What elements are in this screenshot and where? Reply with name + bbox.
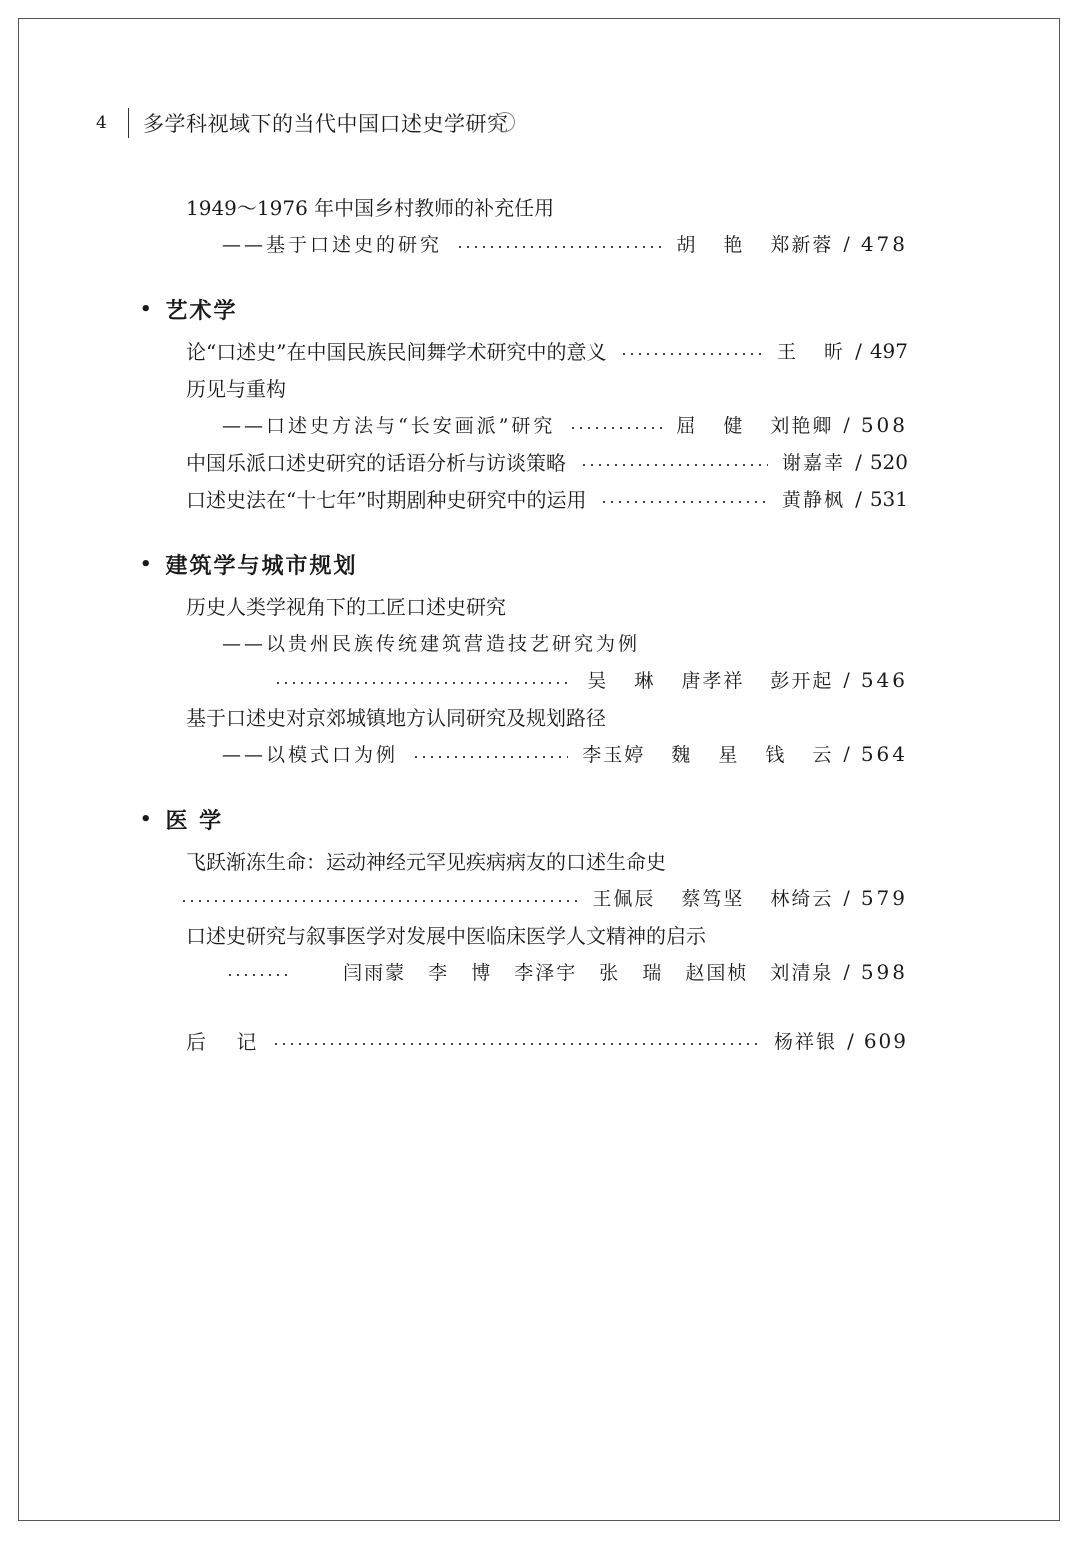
- entry-title: 口述史法在“十七年”时期剧种史研究中的运用: [186, 488, 587, 512]
- toc-section-medicine: [140, 804, 908, 990]
- entry-page: 508: [860, 412, 908, 437]
- entry-title: 1949～1976 年中国乡村教师的补充任用: [186, 196, 555, 220]
- entry-title: 论“口述史”在中国民族民间舞学术研究中的意义: [186, 340, 607, 364]
- toc-entry-title[interactable]: [140, 369, 908, 406]
- dot-leader: [620, 353, 763, 355]
- book-title-text: 多学科视域下的当代中国口述史学研究: [143, 112, 509, 136]
- dot-leader: [272, 1043, 760, 1045]
- dot-leader: [412, 756, 568, 758]
- section-heading: [140, 549, 908, 579]
- entry-authors: 杨祥银: [774, 1031, 838, 1053]
- toc-afterword: [140, 1022, 908, 1059]
- entry-authors: 黄静枫: [782, 489, 846, 511]
- toc-entry-title[interactable]: [140, 842, 908, 879]
- entry-title: 飞跃渐冻生命：运动神经元罕见疾病病友的口述生命史: [186, 850, 666, 874]
- entry-page: 546: [860, 667, 908, 692]
- entry-authors: 屈 健 刘艳卿: [676, 415, 834, 437]
- entry-page: 609: [863, 1028, 908, 1053]
- entry-authors: 王 昕: [777, 341, 846, 363]
- section-heading: [140, 804, 908, 834]
- bullet-icon: •: [140, 808, 154, 830]
- toc-entry-group: [140, 188, 908, 262]
- dot-leader: [274, 682, 573, 684]
- dot-leader: [580, 464, 768, 466]
- entry-subtitle: ——基于口述史的研究: [222, 234, 443, 256]
- dot-leader: [180, 900, 578, 902]
- entry-authors: 谢嘉幸: [782, 452, 846, 474]
- entry-authors: 王佩辰 蔡笃坚 林绮云: [592, 888, 834, 910]
- entry-title: 历史人类学视角下的工匠口述史研究: [186, 595, 506, 619]
- entry-title: 口述史研究与叙事医学对发展中医临床医学人文精神的启示: [186, 924, 706, 948]
- running-header: [96, 106, 509, 140]
- toc-entry-title[interactable]: [140, 698, 908, 735]
- entry-title: 中国乐派口述史研究的话语分析与访谈策略: [186, 451, 566, 475]
- toc-entry-authors-line[interactable]: [140, 953, 908, 990]
- entry-authors: 李玉婷 魏 星 钱 云: [582, 744, 834, 766]
- toc-entry-subtitle-line[interactable]: [140, 735, 908, 772]
- dot-leader: [456, 246, 662, 248]
- entry-subtitle: ——以模式口为例: [222, 744, 399, 766]
- toc-entry-title[interactable]: [140, 587, 908, 624]
- dot-leader: [226, 974, 292, 976]
- toc-entry-authors-line[interactable]: [140, 879, 908, 916]
- section-heading: [140, 294, 908, 324]
- entry-page: 579: [860, 885, 908, 910]
- table-of-contents: [140, 188, 908, 1091]
- entry-title: 后 记: [186, 1030, 259, 1054]
- slash-separator: /: [843, 232, 853, 255]
- toc-entry-subtitle-line: [140, 225, 908, 262]
- bullet-icon: •: [140, 553, 154, 575]
- slash-separator: /: [843, 413, 853, 436]
- section-heading-text: 建筑学与城市规划: [165, 553, 358, 579]
- bullet-icon: •: [140, 298, 154, 320]
- entry-subtitle: ——以贵州民族传统建筑营造技艺研究为例: [222, 633, 641, 655]
- slash-separator: /: [843, 886, 853, 909]
- entry-page: 497: [869, 338, 908, 363]
- entry-page: 520: [869, 449, 908, 474]
- slash-separator: /: [847, 1028, 856, 1053]
- circle-mark-icon: [495, 112, 515, 132]
- entry-title: 基于口述史对京郊城镇地方认同研究及规划路径: [186, 706, 606, 730]
- toc-entry-title: [140, 188, 908, 225]
- entry-subtitle: ——口述史方法与“长安画派”研究: [222, 415, 556, 437]
- entry-page: 564: [860, 741, 908, 766]
- slash-separator: /: [855, 449, 862, 474]
- entry-page: 531: [869, 486, 908, 511]
- toc-entry-authors-line[interactable]: [140, 661, 908, 698]
- toc-section-art: [140, 294, 908, 517]
- section-heading-text: 艺术学: [165, 298, 238, 324]
- entry-authors: 闫雨蒙 李 博 李泽宇 张 瑞 赵国桢 刘清泉: [343, 962, 834, 984]
- slash-separator: /: [855, 338, 862, 363]
- entry-page: 478: [860, 231, 908, 256]
- toc-entry[interactable]: [140, 443, 908, 480]
- book-title: [143, 108, 509, 138]
- dot-leader: [569, 427, 662, 429]
- entry-authors: 吴 琳 唐孝祥 彭开起: [587, 670, 834, 692]
- toc-entry[interactable]: [140, 1022, 908, 1059]
- slash-separator: /: [843, 960, 853, 983]
- slash-separator: /: [843, 668, 853, 691]
- dot-leader: [600, 501, 768, 503]
- header-divider: [128, 108, 129, 138]
- toc-entry-subtitle-line[interactable]: [140, 624, 908, 661]
- toc-entry[interactable]: [140, 332, 908, 369]
- slash-separator: /: [843, 742, 853, 765]
- toc-entry[interactable]: [140, 480, 908, 517]
- toc-entry-title[interactable]: [140, 916, 908, 953]
- entry-title: 历见与重构: [186, 377, 286, 401]
- entry-page: 598: [860, 959, 908, 984]
- entry-authors: 胡 艳 郑新蓉: [676, 234, 834, 256]
- slash-separator: /: [855, 486, 862, 511]
- section-heading-text: 医 学: [165, 808, 224, 834]
- page-number: 4: [96, 113, 107, 133]
- toc-entry-subtitle-line[interactable]: [140, 406, 908, 443]
- toc-section-architecture: [140, 549, 908, 772]
